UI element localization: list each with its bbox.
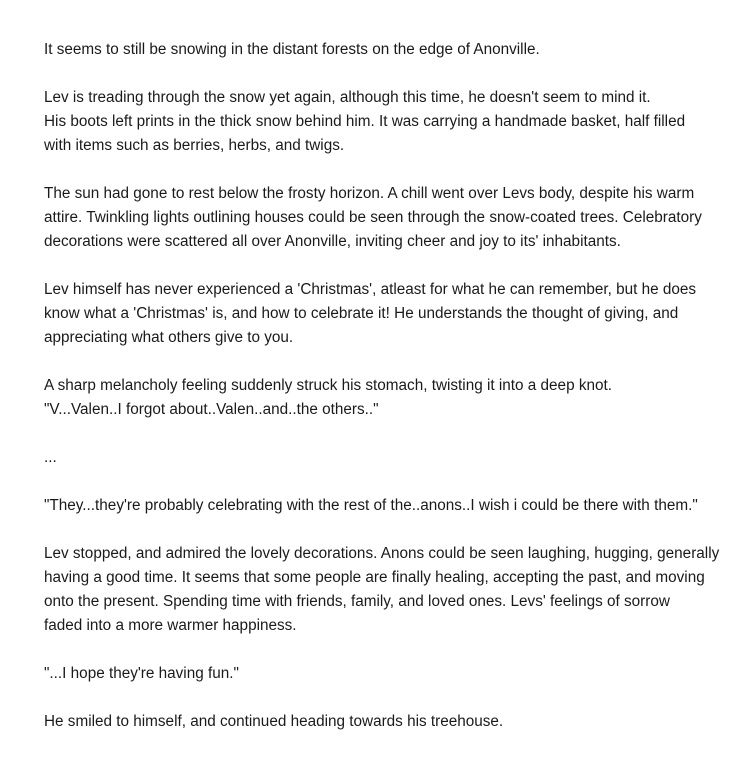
text-line: having a good time. It seems that some people are finally healing, accepting the past, and moving <box>44 569 705 586</box>
paragraph-2 <box>44 86 714 158</box>
text-line: It seems to still be snowing in the distant forests on the edge of Anonville. <box>44 41 540 58</box>
paragraph-6 <box>44 446 714 470</box>
text-line: attire. Twinkling lights outlining houses could be seen through the snow-coated trees. Celebratory <box>44 209 702 226</box>
text-line: Lev is treading through the snow yet again, although this time, he doesn't seem to mind it. <box>44 89 651 106</box>
text-line: "...I hope they're having fun." <box>44 665 239 682</box>
text-line: "They...they're probably celebrating with the rest of the..anons..I wish i could be there with them." <box>44 497 698 514</box>
text-line: His boots left prints in the thick snow behind him. It was carrying a handmade basket, half filled <box>44 113 686 130</box>
paragraph-9 <box>44 662 714 686</box>
text-line: "V...Valen..I forgot about..Valen..and..the others.." <box>44 401 379 418</box>
text-line: know what a 'Christmas' is, and how to celebrate it! He understands the thought of giving, and <box>44 305 679 322</box>
text-line: He smiled to himself, and continued heading towards his treehouse. <box>44 713 504 730</box>
paragraph-8 <box>44 542 720 638</box>
text-line: Lev himself has never experienced a 'Christmas', atleast for what he can remember, but he does <box>44 281 697 298</box>
text-line: appreciating what others give to you. <box>44 329 294 346</box>
text-line: The sun had gone to rest below the frosty horizon. A chill went over Levs body, despite his warm <box>44 185 695 202</box>
story-text <box>44 38 720 758</box>
paragraph-4 <box>44 278 714 350</box>
paragraph-7 <box>44 494 714 518</box>
text-line: with items such as berries, herbs, and twigs. <box>44 137 345 154</box>
text-line: faded into a more warmer happiness. <box>44 617 297 634</box>
text-line: onto the present. Spending time with friends, family, and loved ones. Levs' feelings of sorrow <box>44 593 670 610</box>
text-line: Lev stopped, and admired the lovely decorations. Anons could be seen laughing, hugging, generally <box>44 545 720 562</box>
text-line: decorations were scattered all over Anonville, inviting cheer and joy to its' inhabitants. <box>44 233 621 250</box>
text-line: A sharp melancholy feeling suddenly struck his stomach, twisting it into a deep knot. <box>44 377 612 394</box>
paragraph-5 <box>44 374 714 422</box>
paragraph-10 <box>44 710 714 734</box>
paragraph-3 <box>44 182 714 254</box>
paragraph-1 <box>44 38 714 62</box>
text-line: ... <box>44 449 57 466</box>
